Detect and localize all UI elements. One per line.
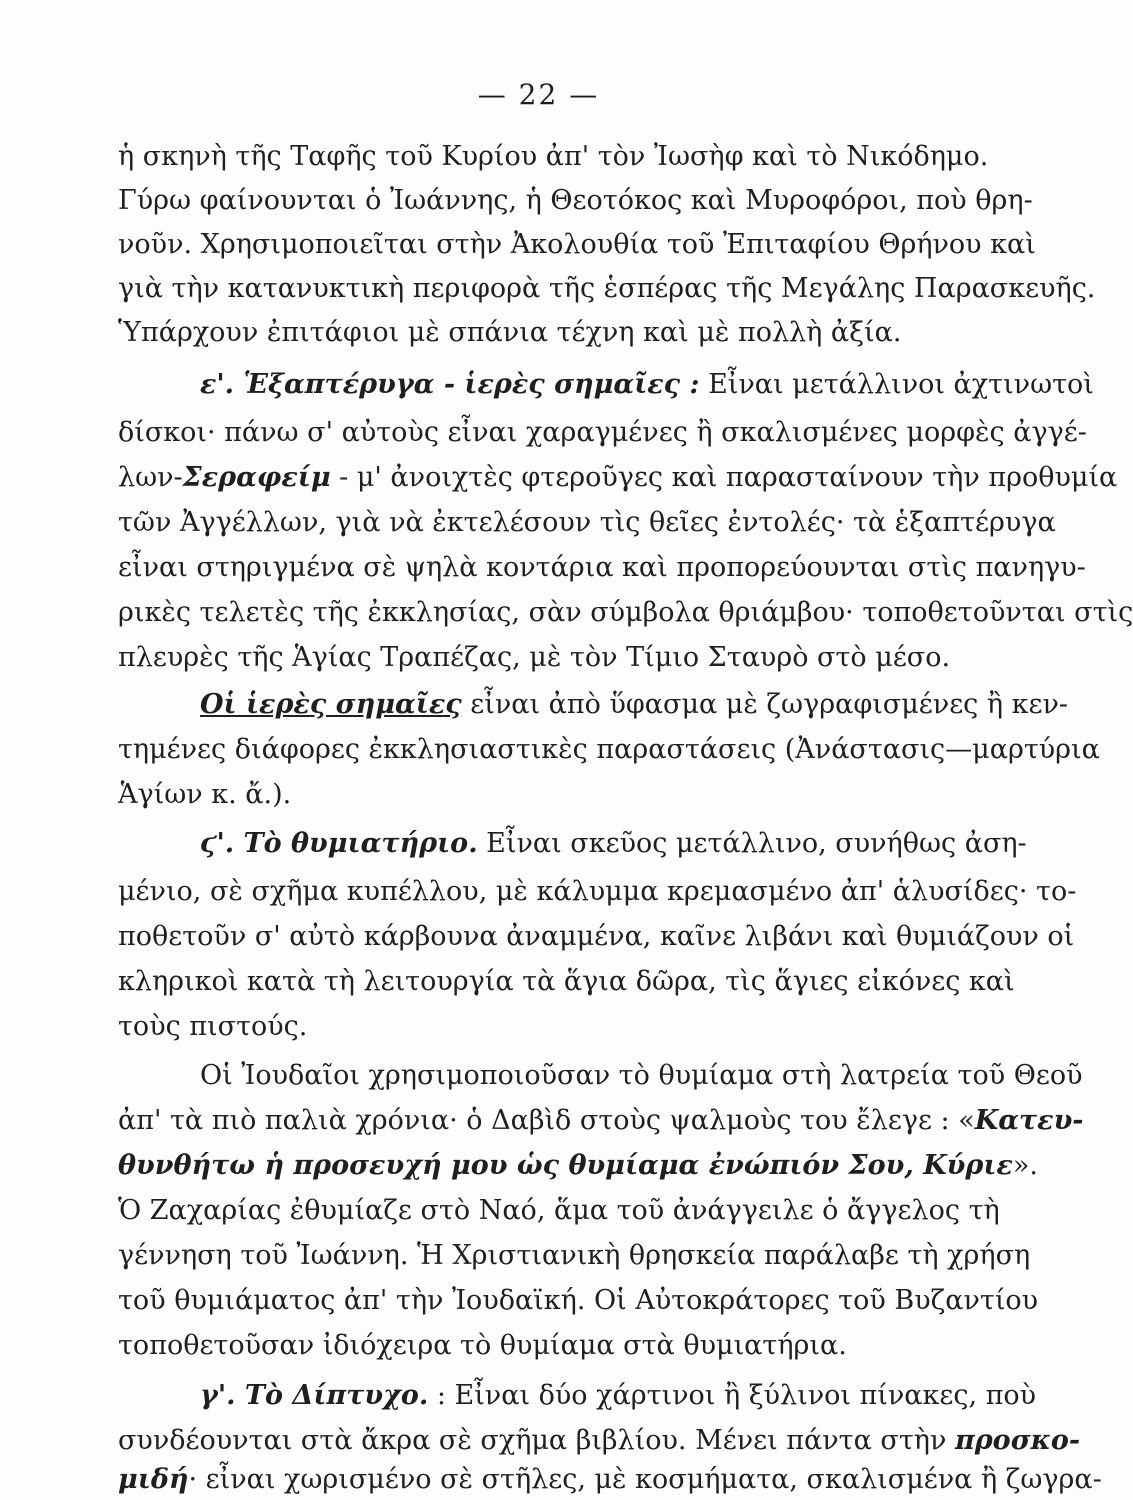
line: Ἁγίων κ. ἄ.). bbox=[118, 779, 292, 810]
line: Γύρω φαίνουνται ὁ Ἰωάννης, ἡ Θεοτόκος καὶ Μυροφόροι, ποὺ θρη- bbox=[118, 185, 1033, 216]
section-heading: Ἑξαπτέρυγα - ἱερὲς σημαῖες : bbox=[243, 369, 700, 400]
section-g-heading-line: γ'. Τὸ Δίπτυχο. : Εἶναι δύο χάρτινοι ἢ ξύλινοι πίνακες, ποὺ bbox=[200, 1380, 1037, 1411]
line: ποθετοῦν σ' αὐτὸ κάρβουνα ἀναμμένα, καῖνε λιβάνι καὶ θυμιάζουν οἱ bbox=[118, 921, 1075, 952]
line: τῶν Ἀγγέλλων, γιὰ νὰ ἐκτελέσουν τὶς θεῖες ἐντολές· τὰ ἑξαπτέρυγα bbox=[118, 507, 1056, 538]
line: πλευρὲς τῆς Ἁγίας Τραπέζας, μὲ τὸν Τίμιο Σταυρὸ στὸ μέσο. bbox=[118, 642, 951, 673]
line: μένιο, σὲ σχῆμα κυπέλλου, μὲ κάλυμμα κρεμασμένο ἀπ' ἁλυσίδες· το- bbox=[118, 876, 1077, 907]
section-heading: Τὸ Δίπτυχο. bbox=[244, 1380, 429, 1411]
line: κληρικοὶ κατὰ τὴ λειτουργία τὰ ἅγια δῶρα, τὶς ἅγιες εἰκόνες καὶ bbox=[118, 966, 1015, 997]
line: λων-Σεραφείμ - μ' ἀνοιχτὲς φτεροῦγες καὶ παρασταίνουν τὴν προθυμία bbox=[118, 462, 1118, 493]
section-st-heading-line: ϛ'. Τὸ θυμιατήριο. Εἶναι σκεῦος μετάλλινο, συνήθως ἀση- bbox=[200, 828, 1027, 859]
line: ἡ σκηνὴ τῆς Ταφῆς τοῦ Κυρίου ἀπ' τὸν Ἰωσὴφ καὶ τὸ Νικόδημο. bbox=[118, 141, 989, 172]
line: τημένες διάφορες ἐκκλησιαστικὲς παραστάσεις (Ἀνάστασις—μαρτύρια bbox=[118, 734, 1100, 765]
line: μιδή· εἶναι χωρισμένο σὲ στῆλες, μὲ κοσμήματα, σκαλισμένα ἢ ζωγρα- bbox=[118, 1464, 1102, 1495]
line: νοῦν. Χρησιμοποιεῖται στὴν Ἀκολουθία τοῦ Ἐπιταφίου Θρήνου καὶ bbox=[118, 229, 1036, 260]
line: ἀπ' τὰ πιὸ παλιὰ χρόνια· ὁ Δαβὶδ στοὺς ψαλμοὺς του ἔλεγε : «Κατευ- bbox=[118, 1105, 1084, 1136]
line: συνδέουνται στὰ ἄκρα σὲ σχῆμα βιβλίου. Μένει πάντα στὴν προσκο- bbox=[118, 1425, 1081, 1456]
section-e-heading-line: ε'. Ἑξαπτέρυγα - ἱερὲς σημαῖες : Εἶναι μετάλλινοι ἀχτινωτοὶ bbox=[200, 369, 1094, 400]
line: θυνθήτω ἡ προσευχή μου ὡς θυμίαμα ἐνώπιόν Σου, Κύριε». bbox=[118, 1150, 1038, 1181]
line: δίσκοι· πάνω σ' αὐτοὺς εἶναι χαραγμένες ἢ σκαλισμένες μορφὲς ἀγγέ- bbox=[118, 417, 1087, 448]
line: τοὺς πιστούς. bbox=[118, 1011, 308, 1042]
line: τοποθετοῦσαν ἰδιόχειρα τὸ θυμίαμα στὰ θυμιατήρια. bbox=[118, 1330, 847, 1361]
line: εἶναι στηριγμένα σὲ ψηλὰ κοντάρια καὶ προπορεύουνται στὶς πανηγυ- bbox=[118, 552, 1086, 583]
line: τοῦ θυμιάματος ἀπ' τὴν Ἰουδαϊκή. Οἱ Αὐτοκράτορες τοῦ Βυζαντίου bbox=[118, 1285, 1039, 1316]
page-number: — 22 — bbox=[477, 78, 600, 111]
paragraph-start-line: Οἱ Ἰουδαῖοι χρησιμοποιοῦσαν τὸ θυμίαμα στὴ λατρεία τοῦ Θεοῦ bbox=[200, 1060, 1083, 1091]
sub-heading-line: Οἱ ἱερὲς σημαῖες εἶναι ἀπὸ ὕφασμα μὲ ζωγραφισμένες ἢ κεν- bbox=[200, 689, 1069, 720]
line: γιὰ τὴν κατανυκτικὴ περιφορὰ τῆς ἑσπέρας τῆς Μεγάλης Παρασκευῆς. bbox=[118, 273, 1096, 304]
line: Ὑπάρχουν ἐπιτάφιοι μὲ σπάνια τέχνη καὶ μὲ πολλὴ ἀξία. bbox=[118, 317, 902, 348]
line: γέννηση τοῦ Ἰωάννη. Ἡ Χριστιανικὴ θρησκεία παράλαβε τὴ χρήση bbox=[118, 1240, 1031, 1271]
line: Ὁ Ζαχαρίας ἐθυμίαζε στὸ Ναό, ἅμα τοῦ ἀνάγγειλε ὁ ἄγγελος τὴ bbox=[118, 1195, 1000, 1226]
sub-heading: Οἱ ἱερὲς σημαῖες bbox=[200, 689, 462, 720]
line: ρικὲς τελετὲς τῆς ἐκκλησίας, σὰν σύμβολα θριάμβου· τοποθετοῦνται στὶς bbox=[118, 597, 1133, 628]
section-heading: Τὸ θυμιατήριο. bbox=[243, 828, 478, 859]
